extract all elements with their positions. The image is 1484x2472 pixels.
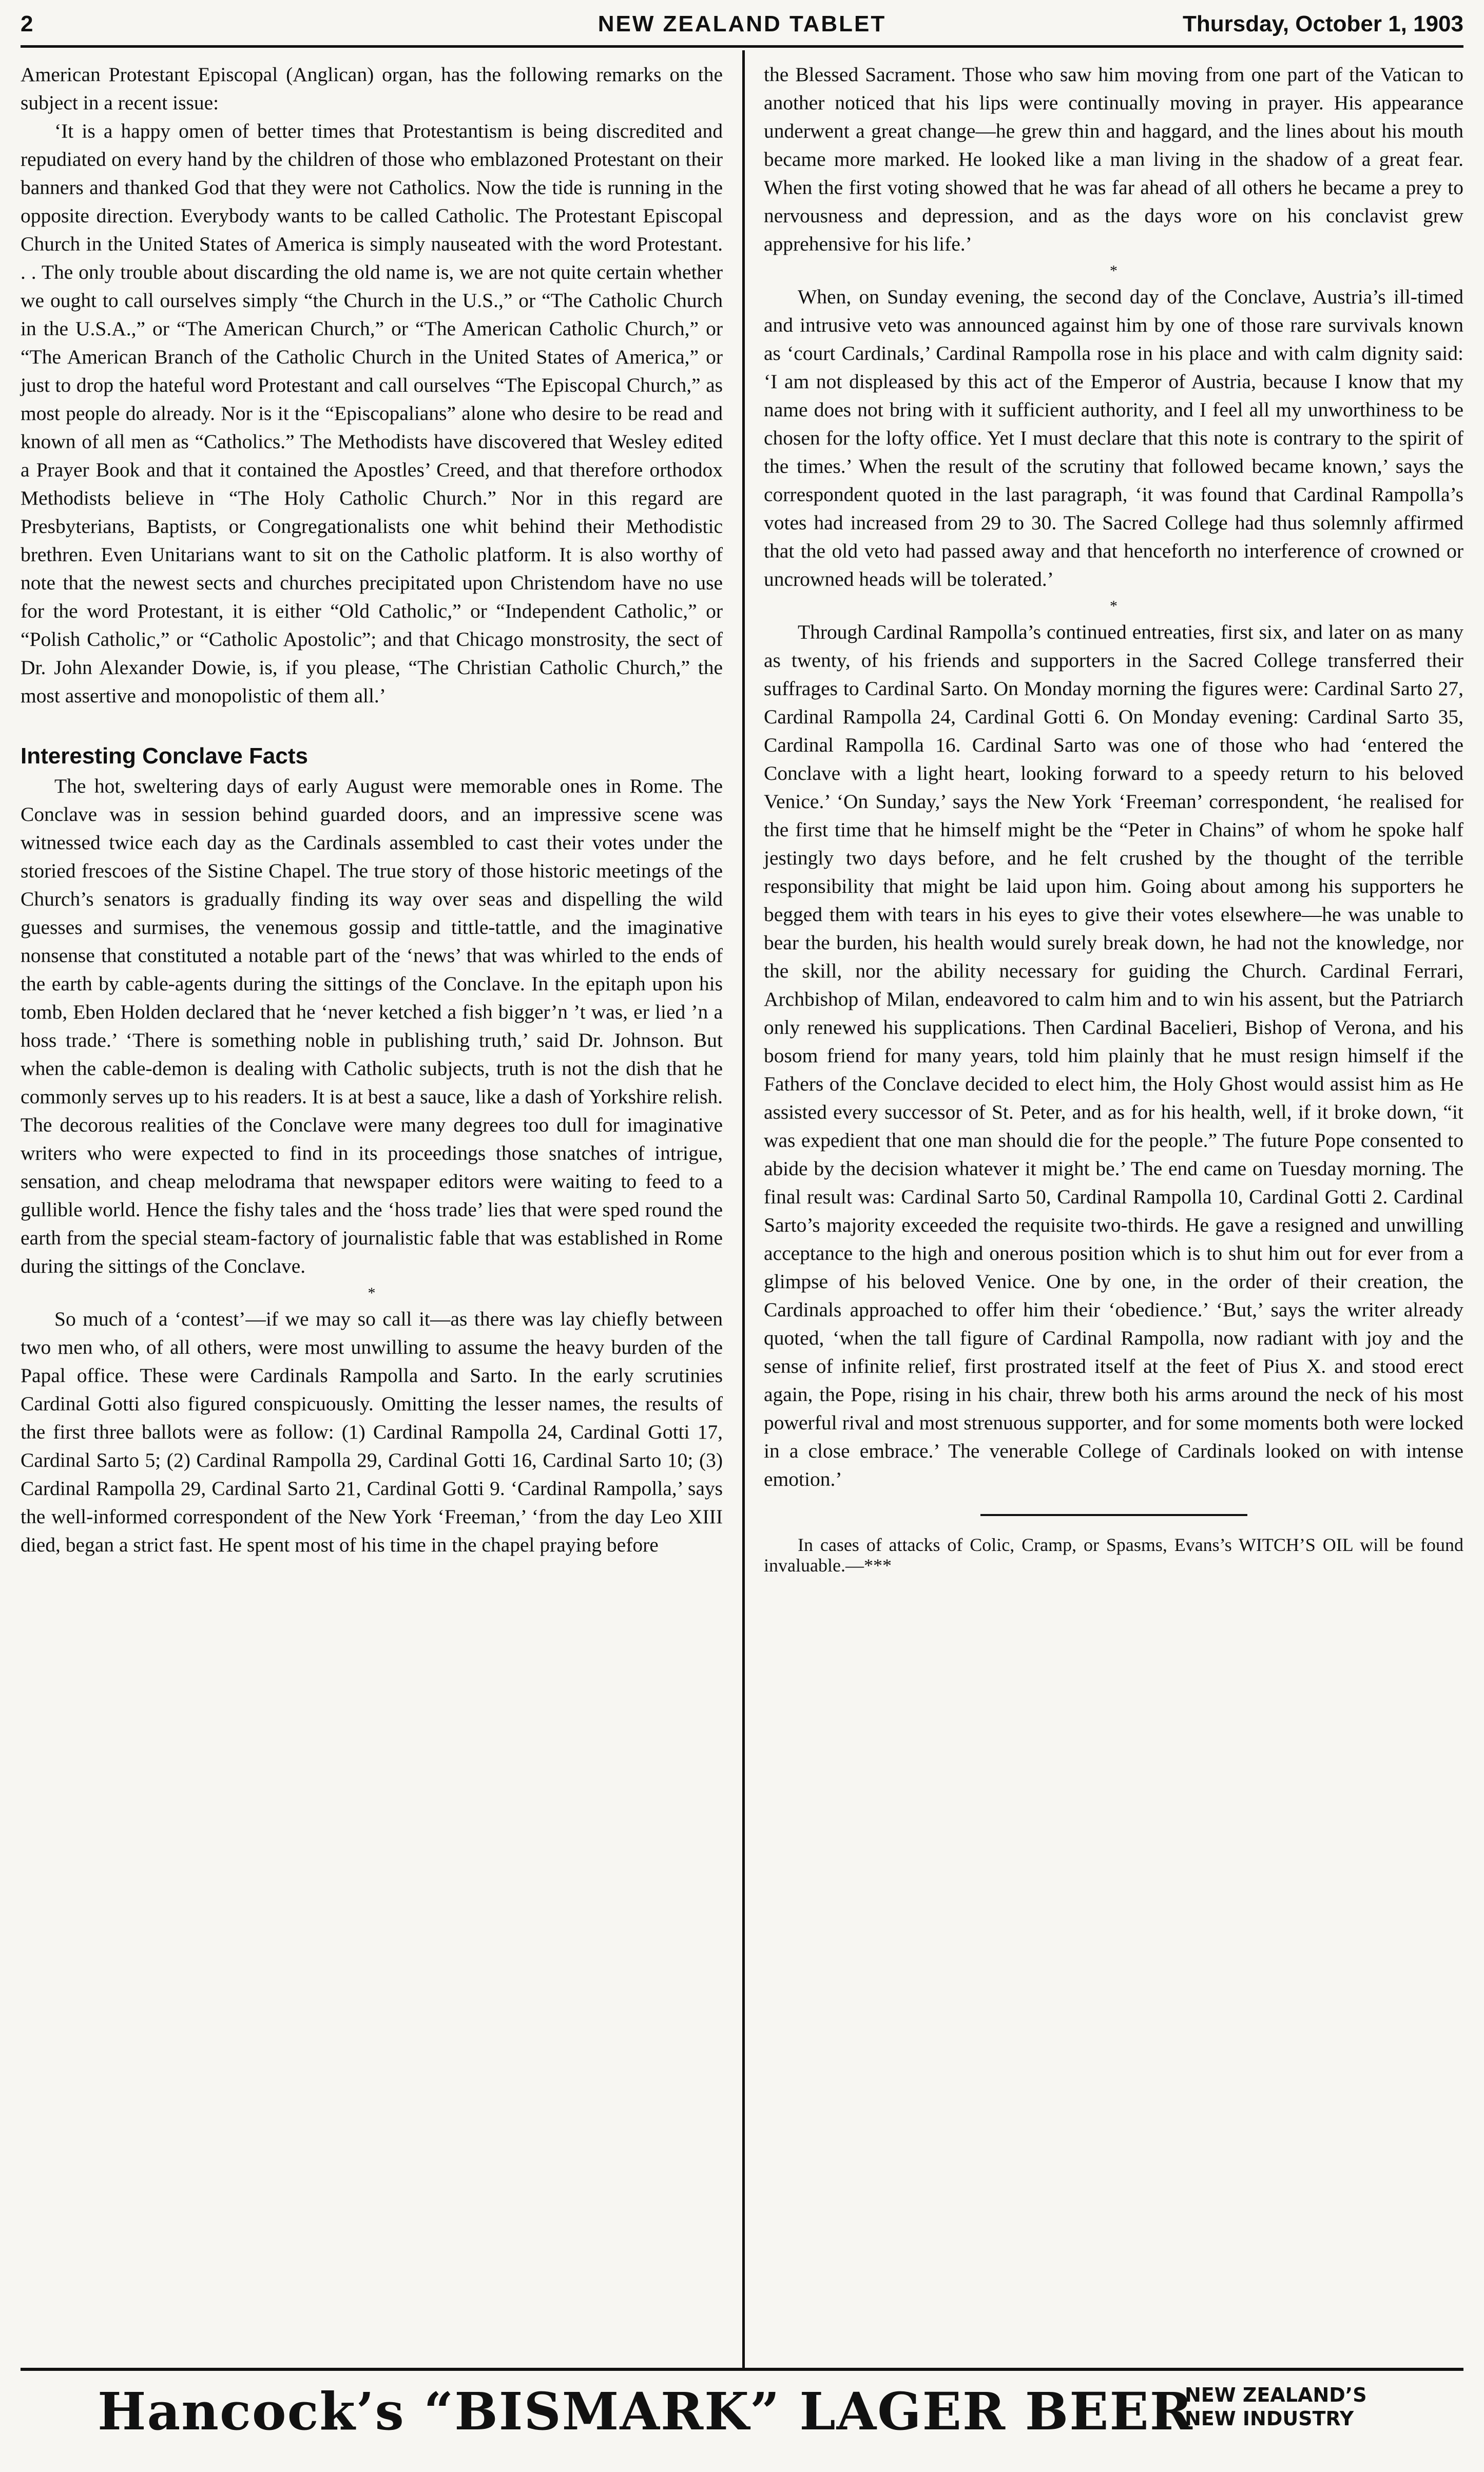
section-star: *	[1110, 598, 1117, 615]
tagline-line-1: NEW ZEALAND’S	[1185, 2384, 1367, 2406]
witchs-oil-ad: In cases of attacks of Colic, Cramp, or Spasms, Evans’s WITCH’S OIL will be found invaluable.—***	[764, 1535, 1463, 1576]
article-paragraph: So much of a ‘contest’—if we may so call it—as there was lay chiefly between two men who, of all others, were most unwilling to assume the heavy burden of the Papal office. These were Cardinals Rampolla and Sarto. In the early scrutinies Cardinal Gotti also figured conspicuously. Omitting the lesser names, the results of the first three ballots were as follow: (1) Cardinal Rampolla 24, Cardinal Gotti 17, Cardinal Sarto 5; (2) Cardinal Rampolla 29, Cardinal Gotti 16, Cardinal Sarto 10; (3) Cardinal Rampolla 29, Cardinal Sarto 21, Cardinal Gotti 9. ‘Cardinal Rampolla,’ says the well-informed correspondent of the New York ‘Freeman,’ ‘from the day Leo XIII died, began a strict fast. He spent most of his time in the chapel praying before	[21, 1308, 723, 1556]
masthead-rule	[21, 45, 1463, 48]
tagline-line-2: NEW INDUSTRY	[1185, 2407, 1354, 2430]
section-star: *	[1110, 262, 1117, 279]
beer-ad-banner: Hancock’s “BISMARK” LAGER BEER	[98, 2381, 1193, 2442]
right-column	[764, 61, 1463, 1576]
article-quote: ‘It is a happy omen of better times that Protestantism is being discredited and repudiated on every hand by the children of those who emblazoned Protestant on their banners and thanked God that they were not Catholics. Now the tide is running in the opposite direction. Everybody wants to be called Catholic. The Protestant Episcopal Church in the United States of America is simply nauseated with the word Protestant. . . The only trouble about discarding the old name is, we are not quite certain whether we ought to call ourselves simply “the Church in the U.S.,” or “The Catholic Church in the U.S.A.,” or “The American Church,” or “The American Catholic Church,” or “The American Branch of the Catholic Church in the United States of America,” or just to drop the hateful word Protestant and call ourselves “The Episcopal Church,” as most people do already. Nor is it the “Episcopalians” alone who desire to be read and known of all men as “Catholics.” The Methodists have discovered that Wesley edited a Prayer Book and that it contained the Apostles’ Creed, and that therefore orthodox Methodists believe in “The Holy Catholic Church.” Nor in this regard are Presbyterians, Baptists, or Congregationalists one whit behind their Methodistic brethren. Even Unitarians want to sit on the Catholic platform. It is also worthy of note that the newest sects and churches precipitated upon Christendom have no use for the word Protestant, it is either “Old Catholic,” or “Independent Catholic,” or “Polish Catholic,” or “Catholic Apostolic”; and that Chicago monstrosity, the sect of Dr. John Alexander Dowie, is, if you please, “The Christian Catholic Church,” the most assertive and monopolistic of them all.’	[21, 120, 723, 707]
section-star: *	[368, 1285, 376, 1301]
ad-separator-rule	[980, 1514, 1247, 1516]
spacer	[21, 710, 723, 738]
article-paragraph: American Protestant Episcopal (Anglican) organ, has the following remarks on the subject in a recent issue:	[21, 63, 723, 114]
beer-ad-tagline	[1185, 2383, 1367, 2430]
article-paragraph: The hot, sweltering days of early August were memorable ones in Rome. The Conclave was in session behind guarded doors, and an impressive scene was witnessed twice each day as the Cardinals assembled to cast their votes under the storied frescoes of the Sistine Chapel. The true story of those historic meetings of the Church’s senators is gradually finding its way over seas and dispelling the wild guesses and surmises, the venemous gossip and tittle-tattle, and the imaginative nonsense that constituted a notable part of the ‘news’ that was whirled to the ends of the earth by cable-agents during the sittings of the Conclave. In the epitaph upon his tomb, Eben Holden declared that he ‘never ketched a fish bigger’n ’t was, er lied ’n a hoss trade.’ ‘There is something noble in publishing truth,’ said Dr. Johnson. But when the cable-demon is dealing with Catholic subjects, truth is not the dish that he commonly serves up to his readers. It is at best a sauce, like a dash of Yorkshire relish. The decorous realities of the Conclave were many degrees too dull for imaginative writers who were expected to find in its proceedings those snatches of intrigue, sensation, and cheap melodrama that newspaper editors were waiting to feed to a gullible world. Hence the fishy tales and the ‘hoss trade’ lies that were sped round the earth from the special steam-factory of journalistic fable that was established in Rome during the sittings of the Conclave.	[21, 775, 723, 1277]
masthead	[21, 6, 1463, 42]
page-number: 2	[21, 11, 33, 36]
article-paragraph: the Blessed Sacrament. Those who saw him moving from one part of the Vatican to another noticed that his lips were continually moving in prayer. His appearance underwent a great change—he grew thin and haggard, and the lines about his mouth became more marked. He looked like a man living in the shadow of a great fear. When the first voting showed that he was far ahead of all others he became a prey to nervousness and depression, and as the days wore on his conclavist grew apprehensive for his life.’	[764, 63, 1463, 255]
section-heading: Interesting Conclave Facts	[21, 743, 308, 769]
publication-title: NEW ZEALAND TABLET	[598, 11, 886, 36]
article-paragraph: Through Cardinal Rampolla’s continued entreaties, first six, and later on as many as twenty, of his friends and supporters in the Sacred College transferred their suffrages to Cardinal Sarto. On Monday morning the figures were: Cardinal Sarto 27, Cardinal Rampolla 24, Cardinal Gotti 6. On Monday evening: Cardinal Sarto 35, Cardinal Rampolla 16. Cardinal Sarto was one of those who had ‘entered the Conclave with a light heart, looking forward to a speedy return to his beloved Venice.’ ‘On Sunday,’ says the New York ‘Freeman’ correspondent, ‘he realised for the first time that he himself might be the “Peter in Chains” of whom he spoke half jestingly two days before, and he felt crushed by the thought of the terrible responsibility that might be laid upon him. Going about among his supporters he begged them with tears in his eyes to give their votes elsewhere—he was unable to bear the burden, his health would surely break down, he had not the knowledge, nor the skill, nor the ability necessary for guiding the Church. Cardinal Ferrari, Archbishop of Milan, endeavored to calm him and to win his assent, but the Patriarch only renewed his supplications. Then Cardinal Bacelieri, Bishop of Verona, and his bosom friend for many years, told him plainly that he must resign himself if the Fathers of the Conclave decided to elect him, the Holy Ghost would assist him as He assisted every successor of St. Peter, and as for his health, well, if it broke down, “it was expedient that one man should die for the people.” The future Pope consented to abide by the decision whatever it might be.’ The end came on Tuesday morning. The final result was: Cardinal Sarto 50, Cardinal Rampolla 10, Cardinal Gotti 2. Cardinal Sarto’s majority exceeded the requisite two-thirds. He gave a resigned and unwilling acceptance to the high and onerous position which is to shut him out for ever from a glimpse of his beloved Venice. One by one, in the order of their creation, the Cardinals approached to offer him their ‘obedience.’ ‘But,’ says the writer already quoted, ‘when the tall figure of Cardinal Rampolla, now radiant with joy and the sense of infinite relief, first prostrated itself at the feet of Pius X. and stood erect again, the Pope, rising in his chair, threw both his arms around the neck of his most powerful rival and most strenuous supporter, and for some moments both were locked in a close embrace.’ The venerable College of Cardinals looked on with intense emotion.’	[764, 621, 1463, 1490]
article-paragraph: When, on Sunday evening, the second day of the Conclave, Austria’s ill-timed and intrusive veto was announced against him by one of those rare survivals known as ‘court Cardinals,’ Cardinal Rampolla rose in his place and with calm dignity said: ‘I am not displeased by this act of the Emperor of Austria, because I know that my name does not bring with it sufficient authority, and I feel all my unworthiness to be chosen for the lofty office. Yet I must declare that this note is contrary to the spirit of the times.’ When the result of the scrutiny that followed became known,’ says the correspondent quoted in the last paragraph, ‘it was found that Cardinal Rampolla’s votes had increased from 29 to 30. The Sacred College had thus solemnly affirmed that the old veto had passed away and that henceforth no interference of crowned or uncrowned heads will be tolerated.’	[764, 285, 1463, 590]
footer-rule	[21, 2368, 1463, 2371]
left-column	[21, 61, 723, 1559]
column-divider	[742, 50, 745, 2371]
issue-date: Thursday, October 1, 1903	[1183, 11, 1463, 36]
newspaper-page	[21, 0, 1463, 2472]
